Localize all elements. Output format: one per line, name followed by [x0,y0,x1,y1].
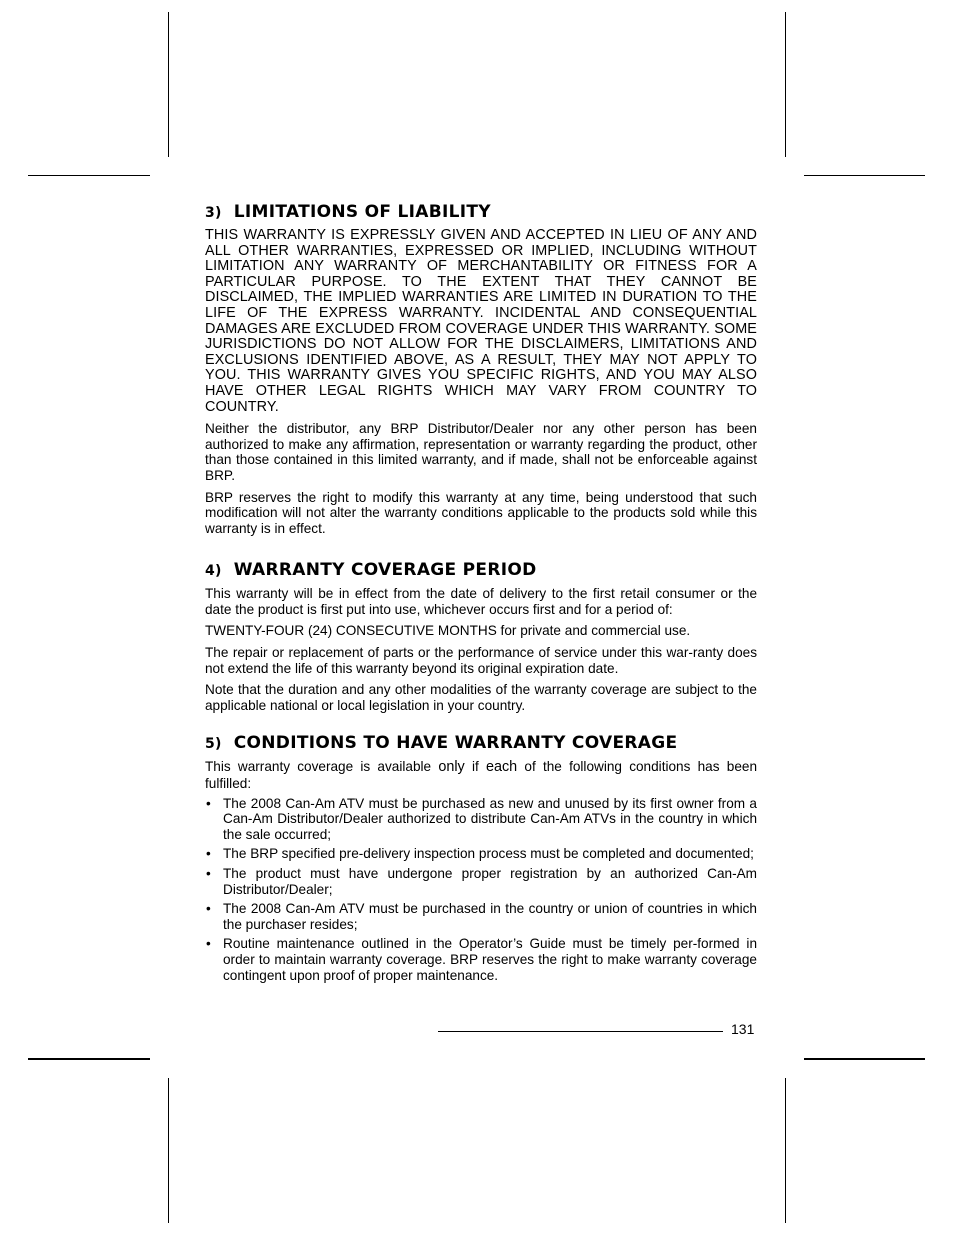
section-number: 3) [205,205,222,221]
paragraph: BRP reserves the right to modify this warranty at any time, being understood that such modification will not alter the warranty conditions applicable to the products sold while this warranty is in effect. [205,489,757,536]
crop-mark-top-right-vertical [785,12,786,157]
list-item [205,796,757,843]
crop-mark-bottom-left-vertical [168,1078,169,1223]
intro-paragraph [205,759,757,791]
section-warranty-coverage-period [205,560,757,713]
list-item-text: The 2008 Can-Am ATV must be purchased in the country or union of countries in which the purchaser resides; [223,901,757,932]
section-title: CONDITIONS TO HAVE WARRANTY COVERAGE [233,733,678,754]
list-item [205,846,757,862]
section-title: WARRANTY COVERAGE PERIOD [233,560,537,581]
crop-mark-top-left-vertical [168,12,169,157]
intro-text: This warranty coverage is available [205,759,439,775]
crop-mark-bottom-left-horizontal [28,1058,150,1060]
section-heading [205,202,757,223]
conditions-list [205,796,757,984]
list-item [205,901,757,932]
paragraph: Neither the distributor, any BRP Distributor/Dealer nor any other person has been authorized to make any affirmation, representation or warranty regarding the product, other than those contained in this limited warranty, and if made, shall not be enforceable against BRP. [205,421,757,483]
paragraph: This warranty will be in effect from the date of delivery to the first retail consumer or the date the product is first put into use, whichever occurs first and for a period of: [205,586,757,617]
crop-mark-bottom-right-horizontal [804,1058,925,1060]
paragraph: Note that the duration and any other modalities of the warranty coverage are subject to the applicable national or local legislation in your country. [205,682,757,713]
list-item-text: The 2008 Can-Am ATV must be purchased as new and unused by its first owner from a Can-Am Distributor/Dealer authorized to distribute Can-Am ATVs in the country in which the sale occurred; [223,795,757,842]
section-heading [205,733,757,754]
crop-mark-top-right-horizontal [804,175,925,176]
intro-text: if [464,759,486,775]
intro-text: of the following conditions has been fulfilled: [205,759,758,792]
paragraph: The repair or replacement of parts or the performance of service under this war-ranty does not extend the life of this warranty beyond its original expiration date. [205,645,757,676]
crop-mark-top-left-horizontal [28,175,150,176]
list-item [205,866,757,897]
section-number: 5) [205,736,222,753]
intro-emphasis-only: only [438,759,465,776]
section-heading [205,560,757,581]
list-item-text: The BRP specified pre-delivery inspection process must be completed and documented; [223,846,754,862]
crop-mark-bottom-right-vertical [785,1078,786,1223]
bullet-icon: • [206,901,211,917]
bullet-icon: • [206,846,211,862]
list-item [205,936,757,983]
section-conditions-warranty-coverage [205,733,757,983]
section-title: LIMITATIONS OF LIABILITY [233,202,491,222]
page-content [205,202,757,987]
list-item-text: Routine maintenance outlined in the Operator’s Guide must be timely per-formed in order to maintain warranty coverage. BRP reserves the right to make warranty coverage contingent upon proof of proper maintenance. [223,936,757,983]
section-limitations-of-liability [205,202,757,536]
section-number: 4) [205,563,222,580]
bullet-icon: • [206,866,211,881]
paragraph: TWENTY-FOUR (24) CONSECUTIVE MONTHS for private and commercial use. [205,623,691,639]
list-item-text: The product must have undergone proper registration by an authorized Can-Am Distributor/Dealer; [223,866,757,897]
bullet-icon: • [206,936,211,952]
page-number: 131 [731,1021,755,1037]
footer-rule [438,1031,723,1032]
bullet-icon: • [206,795,211,811]
intro-emphasis-each: each [485,759,518,776]
disclaimer-paragraph: THIS WARRANTY IS EXPRESSLY GIVEN AND ACCEPTED IN LIEU OF ANY AND ALL OTHER WARRANTIES, EXPRESSED OR IMPLIED, INCLUDING WITHOUT LIMITATION ANY WARRANTY OF MERCHANTABILITY OR FITNESS FOR A PARTICULAR PURPOSE. TO THE EXTENT THAT THEY CANNOT BE DISCLAIMED, THE IMPLIED WARRANTIES ARE LIMITED IN DURATION TO THE LIFE OF THE EXPRESS WARRANTY. INCIDENTAL AND CONSEQUENTIAL DAMAGES ARE EXCLUDED FROM COVERAGE UNDER THIS WARRANTY. SOME JURISDICTIONS DO NOT ALLOW FOR THE DISCLAIMERS, LIMITATIONS AND EXCLUSIONS IDENTIFIED ABOVE, AS A RESULT, THEY MAY NOT APPLY TO YOU. THIS WARRANTY GIVES YOU SPECIFIC RIGHTS, AND YOU MAY ALSO HAVE OTHER LEGAL RIGHTS WHICH MAY VARY FROM COUNTRY TO COUNTRY. [205,227,757,415]
